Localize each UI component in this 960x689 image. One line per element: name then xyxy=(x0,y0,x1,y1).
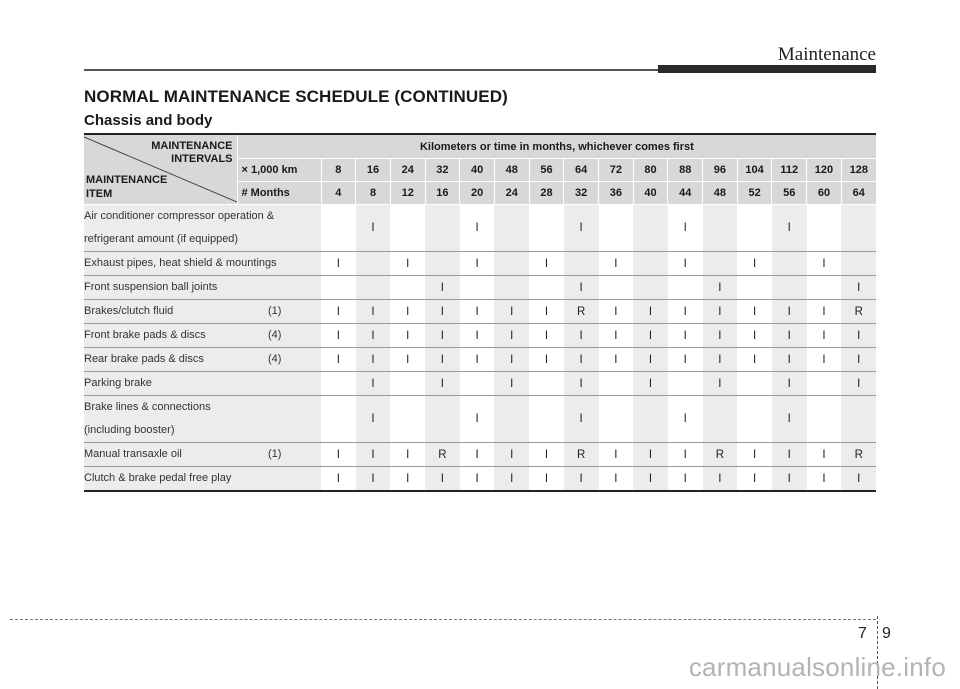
maintenance-item xyxy=(84,324,321,348)
schedule-mark: I xyxy=(460,443,495,467)
schedule-mark: I xyxy=(703,276,738,300)
schedule-mark: I xyxy=(390,300,425,324)
schedule-mark xyxy=(633,252,668,276)
corner-intervals-label: MAINTENANCE INTERVALS xyxy=(151,140,233,165)
schedule-mark: I xyxy=(336,472,340,485)
km-value: 88 xyxy=(668,159,703,182)
chapter-number: 7 xyxy=(858,625,867,642)
schedule-mark: I xyxy=(772,443,807,467)
table-corner-header xyxy=(84,134,237,205)
schedule-mark: I xyxy=(356,324,391,348)
schedule-mark: I xyxy=(564,372,599,396)
header-title: Maintenance xyxy=(777,44,876,65)
schedule-mark xyxy=(599,276,634,300)
table-row xyxy=(84,396,876,443)
schedule-mark: I xyxy=(564,324,599,348)
schedule-mark: I xyxy=(460,252,495,276)
schedule-mark: I xyxy=(356,443,391,467)
month-value: 40 xyxy=(633,182,668,205)
schedule-mark: I xyxy=(841,276,876,300)
schedule-mark: I xyxy=(703,324,738,348)
schedule-mark: I xyxy=(321,300,356,324)
schedule-mark: I xyxy=(599,348,634,372)
schedule-mark: I xyxy=(460,300,495,324)
maintenance-schedule-table xyxy=(84,133,877,492)
schedule-mark: I xyxy=(772,300,807,324)
schedule-mark: I xyxy=(494,300,529,324)
schedule-mark: I xyxy=(737,300,772,324)
schedule-mark: I xyxy=(703,372,738,396)
schedule-mark: I xyxy=(425,467,460,492)
schedule-mark: I xyxy=(529,252,564,276)
schedule-mark: I xyxy=(807,300,842,324)
schedule-mark: I xyxy=(772,372,807,396)
schedule-mark: I xyxy=(633,467,668,492)
maintenance-item xyxy=(84,443,321,467)
schedule-mark xyxy=(390,396,425,443)
schedule-mark: R xyxy=(841,300,876,324)
month-value: 12 xyxy=(390,182,425,205)
km-value: 112 xyxy=(772,159,807,182)
item-note: (4) xyxy=(268,353,282,365)
schedule-mark: I xyxy=(822,472,826,485)
schedule-mark: I xyxy=(425,300,460,324)
km-value: 48 xyxy=(494,159,529,182)
month-value: 16 xyxy=(425,182,460,205)
schedule-mark xyxy=(425,396,460,443)
schedule-mark: I xyxy=(321,348,356,372)
schedule-mark: I xyxy=(494,467,529,492)
schedule-mark: I xyxy=(772,205,807,252)
schedule-mark xyxy=(633,205,668,252)
schedule-mark xyxy=(321,276,356,300)
schedule-mark xyxy=(460,372,495,396)
schedule-mark: I xyxy=(841,467,876,492)
months-unit-label: # Months xyxy=(237,182,321,205)
month-value: 64 xyxy=(841,182,876,205)
corner-item-label: MAINTENANCE ITEM xyxy=(86,174,168,200)
schedule-mark: I xyxy=(633,443,668,467)
month-value: 56 xyxy=(772,182,807,205)
schedule-mark: R xyxy=(564,443,599,467)
schedule-mark: I xyxy=(599,324,634,348)
schedule-mark: I xyxy=(703,300,738,324)
schedule-mark: I xyxy=(356,300,391,324)
km-value: 72 xyxy=(599,159,634,182)
schedule-mark: R xyxy=(841,443,876,467)
month-value: 48 xyxy=(703,182,738,205)
schedule-mark: I xyxy=(460,396,495,443)
schedule-mark xyxy=(599,205,634,252)
schedule-mark xyxy=(807,372,842,396)
schedule-mark xyxy=(599,372,634,396)
table-row xyxy=(84,372,876,396)
month-value: 28 xyxy=(529,182,564,205)
schedule-mark xyxy=(494,252,529,276)
schedule-mark: I xyxy=(737,252,772,276)
schedule-mark: I xyxy=(529,348,564,372)
maintenance-item xyxy=(84,467,321,492)
table-row xyxy=(84,348,876,372)
subsection-title: Chassis and body xyxy=(84,112,213,129)
schedule-mark xyxy=(737,276,772,300)
watermark: carmanualsonline.info xyxy=(688,652,946,682)
page-number: 9 xyxy=(882,625,891,642)
schedule-mark: I xyxy=(529,443,564,467)
schedule-mark xyxy=(841,396,876,443)
schedule-mark: I xyxy=(529,324,564,348)
schedule-mark xyxy=(529,396,564,443)
schedule-mark xyxy=(633,396,668,443)
km-value: 32 xyxy=(425,159,460,182)
schedule-mark xyxy=(737,372,772,396)
schedule-mark: I xyxy=(807,443,842,467)
schedule-mark: I xyxy=(614,472,618,485)
item-label: Air conditioner compressor operation & xyxy=(84,210,275,222)
schedule-mark: I xyxy=(460,205,495,252)
schedule-mark: I xyxy=(356,467,391,492)
table-row xyxy=(84,300,876,324)
table-row xyxy=(84,205,876,252)
item-note: (4) xyxy=(268,329,282,341)
km-value: 40 xyxy=(460,159,495,182)
schedule-mark: I xyxy=(390,324,425,348)
schedule-mark: I xyxy=(321,443,356,467)
schedule-mark: I xyxy=(494,443,529,467)
schedule-mark: I xyxy=(772,396,807,443)
schedule-mark: I xyxy=(737,348,772,372)
schedule-mark: I xyxy=(668,324,703,348)
schedule-mark: I xyxy=(668,205,703,252)
schedule-mark: I xyxy=(406,472,410,485)
schedule-mark: I xyxy=(772,324,807,348)
km-value: 128 xyxy=(841,159,876,182)
table-row xyxy=(84,276,876,300)
schedule-mark: I xyxy=(599,300,634,324)
header-rule xyxy=(84,69,662,71)
schedule-mark: I xyxy=(356,396,391,443)
month-value: 32 xyxy=(564,182,599,205)
schedule-mark xyxy=(425,205,460,252)
item-label-continued: refrigerant amount (if equipped) xyxy=(84,233,239,245)
schedule-mark: I xyxy=(321,252,356,276)
schedule-mark: I xyxy=(668,252,703,276)
schedule-mark: I xyxy=(564,348,599,372)
schedule-mark: I xyxy=(390,443,425,467)
schedule-mark xyxy=(321,396,356,443)
maintenance-item xyxy=(84,276,321,300)
table-row xyxy=(84,467,876,492)
schedule-mark: I xyxy=(390,252,425,276)
schedule-mark: I xyxy=(633,348,668,372)
schedule-mark: I xyxy=(633,300,668,324)
km-value: 80 xyxy=(633,159,668,182)
schedule-mark xyxy=(529,205,564,252)
schedule-mark: I xyxy=(683,472,687,485)
schedule-mark: I xyxy=(460,324,495,348)
schedule-mark: I xyxy=(668,348,703,372)
schedule-mark xyxy=(703,396,738,443)
schedule-mark xyxy=(668,372,703,396)
intervals-title: Kilometers or time in months, whichever comes first xyxy=(237,134,876,159)
item-label: Parking brake xyxy=(84,377,152,389)
schedule-mark xyxy=(807,205,842,252)
schedule-mark: I xyxy=(599,252,634,276)
schedule-mark: I xyxy=(564,396,599,443)
item-label: Brakes/clutch fluid xyxy=(84,305,174,317)
maintenance-item xyxy=(84,372,321,396)
schedule-mark xyxy=(668,276,703,300)
schedule-mark: I xyxy=(841,324,876,348)
maintenance-item xyxy=(84,252,321,276)
schedule-mark: I xyxy=(841,348,876,372)
schedule-mark: I xyxy=(668,443,703,467)
table-row xyxy=(84,252,876,276)
schedule-mark xyxy=(703,252,738,276)
schedule-mark: I xyxy=(703,348,738,372)
schedule-mark: I xyxy=(494,348,529,372)
schedule-mark: I xyxy=(564,205,599,252)
schedule-mark xyxy=(841,205,876,252)
month-value: 8 xyxy=(356,182,391,205)
maintenance-item xyxy=(84,300,321,324)
schedule-mark xyxy=(772,276,807,300)
schedule-mark: R xyxy=(564,300,599,324)
item-label: Brake lines & connections xyxy=(84,401,211,413)
schedule-mark: I xyxy=(564,467,599,492)
schedule-mark xyxy=(599,396,634,443)
maintenance-item xyxy=(84,396,321,443)
schedule-mark xyxy=(390,372,425,396)
schedule-mark: I xyxy=(737,324,772,348)
footer-rule xyxy=(10,619,876,620)
schedule-mark: I xyxy=(321,324,356,348)
km-value: 8 xyxy=(321,159,356,182)
schedule-mark: I xyxy=(425,276,460,300)
section-title: NORMAL MAINTENANCE SCHEDULE (CONTINUED) xyxy=(84,87,508,106)
schedule-mark xyxy=(703,205,738,252)
schedule-mark: I xyxy=(703,467,738,492)
schedule-mark: I xyxy=(772,467,807,492)
schedule-mark: I xyxy=(841,372,876,396)
month-value: 36 xyxy=(599,182,634,205)
km-value: 104 xyxy=(737,159,772,182)
schedule-mark: I xyxy=(668,300,703,324)
schedule-mark xyxy=(390,205,425,252)
schedule-mark xyxy=(737,396,772,443)
item-label: Clutch & brake pedal free play xyxy=(84,472,232,484)
schedule-mark: I xyxy=(475,472,479,485)
item-note: (1) xyxy=(268,448,282,460)
schedule-mark xyxy=(321,372,356,396)
item-label-continued: (including booster) xyxy=(84,424,175,436)
month-value: 60 xyxy=(807,182,842,205)
schedule-mark: I xyxy=(668,396,703,443)
schedule-mark: I xyxy=(544,472,549,485)
schedule-mark xyxy=(494,205,529,252)
schedule-mark: I xyxy=(529,300,564,324)
month-value: 44 xyxy=(668,182,703,205)
schedule-mark: I xyxy=(633,372,668,396)
schedule-mark: I xyxy=(356,348,391,372)
schedule-mark: I xyxy=(807,348,842,372)
item-note: (1) xyxy=(268,305,282,317)
schedule-mark: I xyxy=(494,324,529,348)
item-label: Manual transaxle oil xyxy=(84,448,182,460)
item-label: Exhaust pipes, heat shield & mountings xyxy=(84,257,277,269)
schedule-mark: I xyxy=(425,348,460,372)
schedule-mark: I xyxy=(807,252,842,276)
schedule-mark: I xyxy=(633,324,668,348)
month-value: 52 xyxy=(737,182,772,205)
schedule-mark: I xyxy=(772,348,807,372)
schedule-mark: I xyxy=(356,205,391,252)
month-value: 4 xyxy=(321,182,356,205)
schedule-mark xyxy=(321,205,356,252)
schedule-mark xyxy=(494,396,529,443)
maintenance-item xyxy=(84,205,321,252)
schedule-mark: R xyxy=(703,443,738,467)
month-value: 20 xyxy=(460,182,495,205)
table-row xyxy=(84,443,876,467)
schedule-mark xyxy=(356,276,391,300)
km-value: 16 xyxy=(356,159,391,182)
maintenance-item xyxy=(84,348,321,372)
schedule-mark xyxy=(390,276,425,300)
month-value: 24 xyxy=(494,182,529,205)
table-row xyxy=(84,324,876,348)
schedule-mark xyxy=(356,252,391,276)
schedule-mark xyxy=(807,396,842,443)
item-label: Front brake pads & discs xyxy=(84,329,206,341)
schedule-mark xyxy=(564,252,599,276)
schedule-mark: I xyxy=(494,372,529,396)
header-rule-bold xyxy=(658,65,876,73)
km-unit-label: × 1,000 km xyxy=(237,159,321,182)
schedule-mark xyxy=(807,276,842,300)
schedule-mark xyxy=(460,276,495,300)
schedule-mark xyxy=(529,372,564,396)
item-label: Rear brake pads & discs xyxy=(84,353,204,365)
schedule-mark: I xyxy=(460,348,495,372)
schedule-mark xyxy=(529,276,564,300)
schedule-mark: I xyxy=(752,472,757,485)
schedule-mark xyxy=(494,276,529,300)
km-value: 64 xyxy=(564,159,599,182)
km-value: 24 xyxy=(390,159,425,182)
schedule-mark xyxy=(633,276,668,300)
schedule-mark xyxy=(841,252,876,276)
schedule-mark: I xyxy=(425,372,460,396)
schedule-mark: I xyxy=(564,276,599,300)
schedule-mark xyxy=(772,252,807,276)
item-label: Front suspension ball joints xyxy=(84,281,218,293)
km-value: 56 xyxy=(529,159,564,182)
schedule-mark: I xyxy=(599,443,634,467)
schedule-mark: R xyxy=(425,443,460,467)
schedule-mark: I xyxy=(737,443,772,467)
schedule-mark xyxy=(737,205,772,252)
schedule-mark: I xyxy=(807,324,842,348)
km-value: 120 xyxy=(807,159,842,182)
schedule-mark: I xyxy=(356,372,391,396)
km-value: 96 xyxy=(703,159,738,182)
schedule-mark: I xyxy=(425,324,460,348)
schedule-mark xyxy=(425,252,460,276)
schedule-mark: I xyxy=(390,348,425,372)
